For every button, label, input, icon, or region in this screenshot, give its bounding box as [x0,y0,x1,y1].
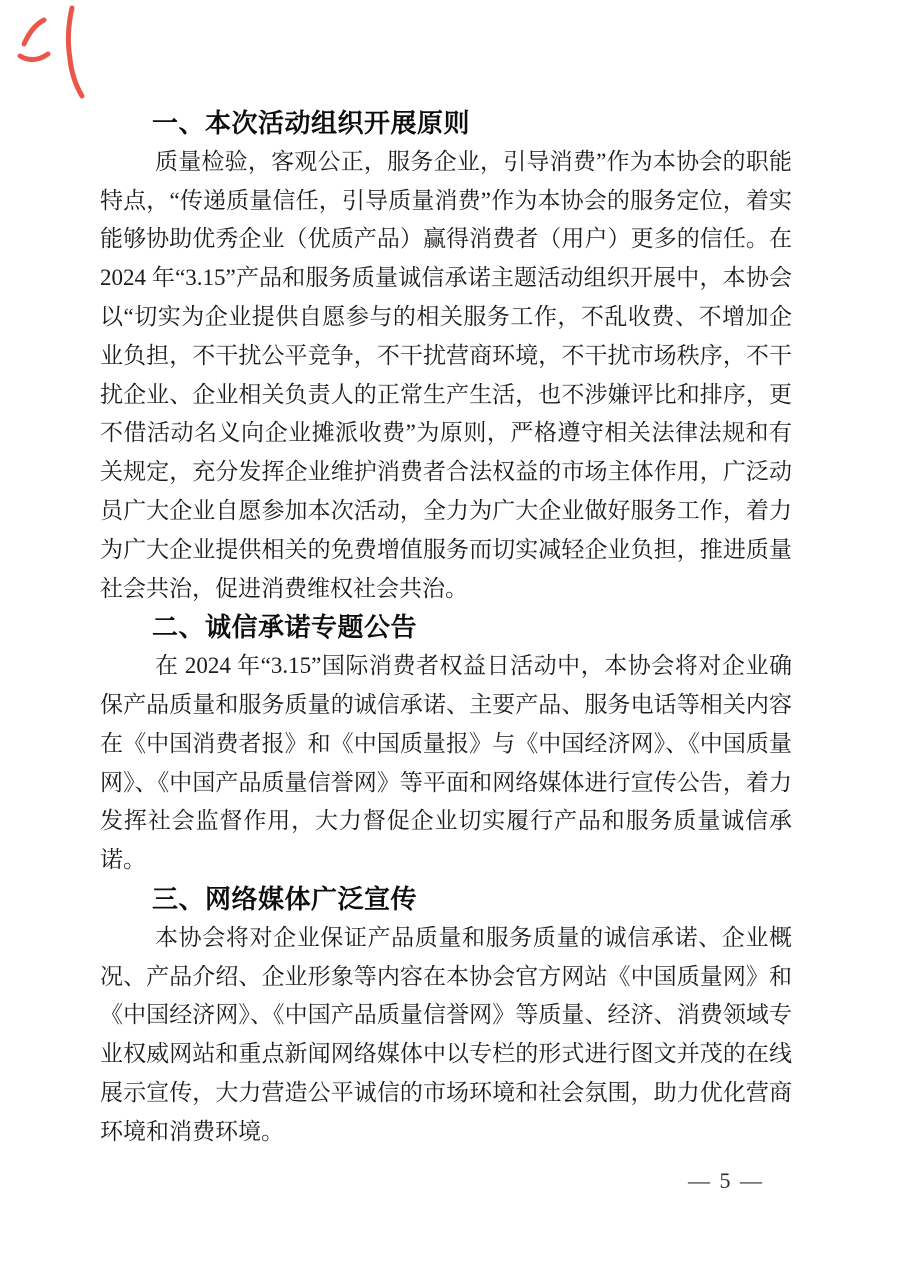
section-3 [100,880,792,1152]
red-pen-annotation-icon [14,4,94,104]
section-1-paragraph: 质量检验，客观公正，服务企业，引导消费”作为本协会的职能特点，“传递质量信任，引导质量消费”作为本协会的服务定位，着实能够协助优秀企业（优质产品）赢得消费者（用户）更多的信任。在 2024 年“3.15”产品和服务质量诚信承诺主题活动组织开展中，本协会以“切实为企业提供自愿参与的相关服务工作，不乱收费、不增加企业负担，不干扰公平竞争，不干扰营商环境，不干扰市场秩序，不干扰企业、企业相关负责人的正常生产生活，也不涉嫌评比和排序，更不借活动名义向企业摊派收费”为原则，严格遵守相关法律法规和有关规定，充分发挥企业维护消费者合法权益的市场主体作用，广泛动员广大企业自愿参加本次活动，全力为广大企业做好服务工作，着力为广大企业提供相关的免费增值服务而切实减轻企业负担，推进质量社会共治，促进消费维权社会共治。 [100,148,792,601]
document-body [100,104,792,1152]
section-1-heading: 一、本次活动组织开展原则 [152,108,471,138]
page-number: — 5 — [688,1168,764,1193]
section-3-paragraph: 本协会将对企业保证产品质量和服务质量的诚信承诺、企业概况、产品介绍、企业形象等内容在本协会官方网站《中国质量网》和《中国经济网》、《中国产品质量信誉网》等质量、经济、消费领域专业权威网站和重点新闻网络媒体中以专栏的形式进行图文并茂的在线展示宣传，大力营造公平诚信的市场环境和社会氛围，助力优化营商环境和消费环境。 [100,924,792,1144]
section-3-heading: 三、网络媒体广泛宣传 [152,883,418,914]
section-1 [100,104,792,608]
section-2 [100,608,792,880]
section-2-paragraph: 在 2024 年“3.15”国际消费者权益日活动中，本协会将对企业确保产品质量和服务质量的诚信承诺、主要产品、服务电话等相关内容在《中国消费者报》和《中国质量报》与《中国经济网》、《中国质量网》、《中国产品质量信誉网》等平面和网络媒体进行宣传公告，着力发挥社会监督作用，大力督促企业切实履行产品和服务质量诚信承诺。 [100,653,792,873]
section-2-heading: 二、诚信承诺专题公告 [152,612,418,643]
